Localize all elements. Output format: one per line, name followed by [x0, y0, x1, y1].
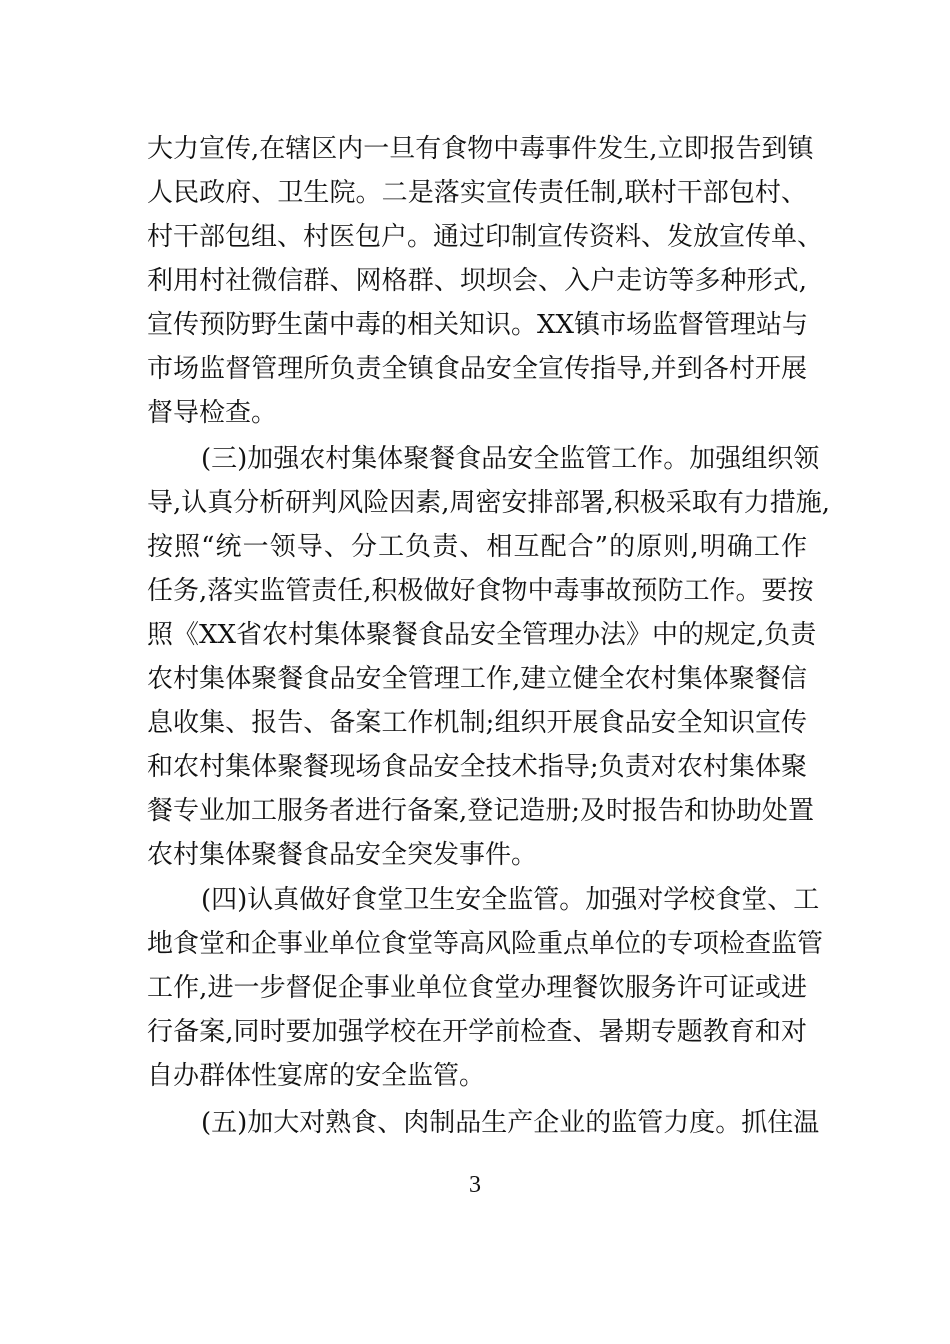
section-heading-line: (四)认真做好食堂卫生安全监管。加强对学校食堂、工 [201, 885, 820, 915]
text-line: 任务,落实监管责任,积极做好食物中毒事故预防工作。要按 [147, 576, 814, 606]
text-line: 行备案,同时要加强学校在开学前检查、暑期专题教育和对 [147, 1017, 807, 1047]
text-line: 市场监督管理所负责全镇食品安全宣传指导,并到各村开展 [147, 354, 807, 384]
text-line: 导,认真分析研判风险因素,周密安排部署,积极采取有力措施, [147, 488, 831, 518]
text-line: 按照“统一领导、分工负责、相互配合”的原则,明确工作 [147, 532, 807, 562]
text-line: 自办群体性宴席的安全监管。 [147, 1061, 486, 1091]
text-line: 利用村社微信群、网格群、坝坝会、入户走访等多种形式, [147, 266, 807, 296]
text-line: 工作,进一步督促企事业单位食堂办理餐饮服务许可证或进 [147, 973, 807, 1003]
text-line: 地食堂和企事业单位食堂等高风险重点单位的专项检查监管 [147, 929, 824, 959]
text-line: 大力宣传,在辖区内一旦有食物中毒事件发生,立即报告到镇 [147, 134, 814, 164]
text-line: 督导检查。 [147, 398, 278, 428]
text-line: 农村集体聚餐食品安全管理工作,建立健全农村集体聚餐信 [147, 664, 807, 694]
text-line: 息收集、报告、备案工作机制;组织开展食品安全知识宣传 [147, 708, 807, 738]
section-heading-line: (三)加强农村集体聚餐食品安全监管工作。加强组织领 [201, 444, 820, 474]
text-line: 村干部包组、村医包户。通过印制宣传资料、发放宣传单、 [147, 222, 824, 252]
text-line: 和农村集体聚餐现场食品安全技术指导;负责对农村集体聚 [147, 752, 807, 782]
text-line: 宣传预防野生菌中毒的相关知识。XX镇市场监督管理站与 [147, 310, 809, 340]
text-line: 人民政府、卫生院。二是落实宣传责任制,联村干部包村、 [147, 178, 807, 208]
text-line: 农村集体聚餐食品安全突发事件。 [147, 840, 538, 870]
text-line: 照《XX省农村集体聚餐食品安全管理办法》中的规定,负责 [147, 620, 817, 650]
text-line: 餐专业加工服务者进行备案,登记造册;及时报告和协助处置 [147, 796, 815, 826]
page-number: 3 [469, 1172, 481, 1198]
section-heading-line: (五)加大对熟食、肉制品生产企业的监管力度。抓住温 [201, 1108, 820, 1138]
